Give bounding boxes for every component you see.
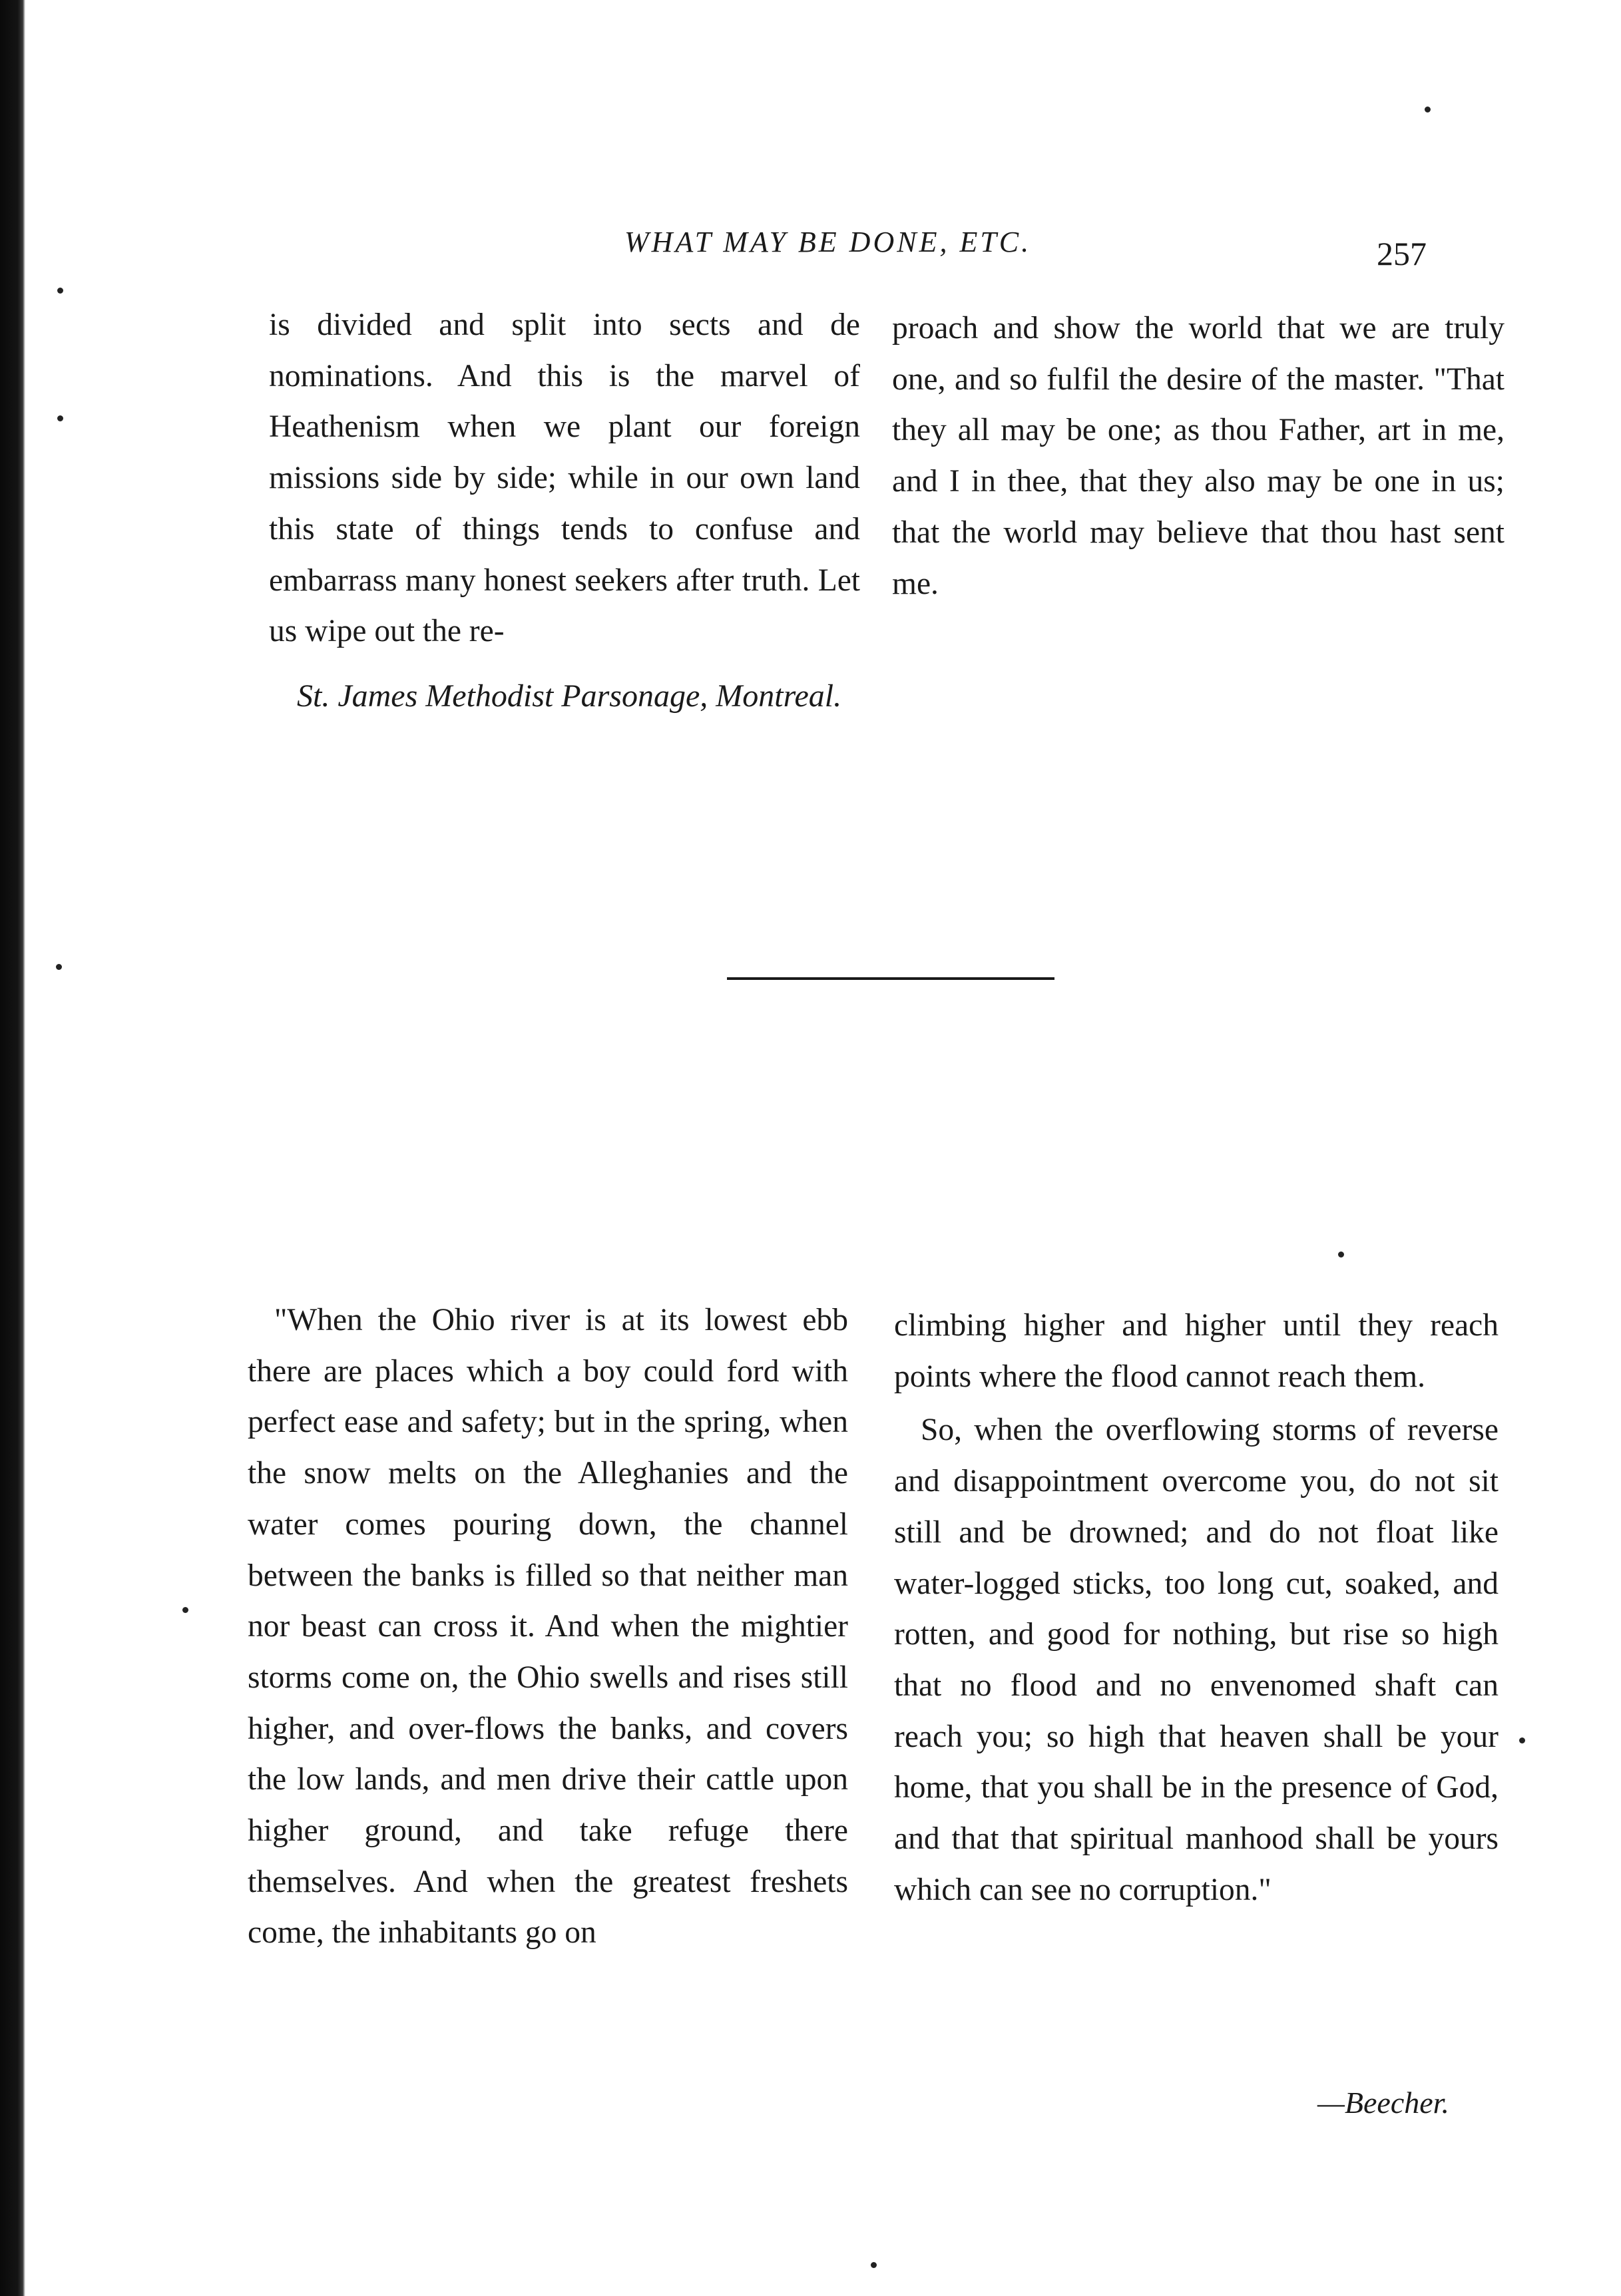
scan-speck [871,2262,877,2268]
paragraph: "When the Ohio river is at its lowest ebb there are places which a boy could ford with perfect ease and safety; but in the spring, when the snow melts on the Alleghanies and the water comes pouring down, the channel between the banks is filled so that neither man nor beast can cross it. And when the mightier storms come on, the Ohio swells and rises still higher, and over-flows the banks, and covers the low lands, and men drive their cattle upon higher ground, and take refuge there themselves. And when the greatest freshets come, the inhabitants go on [248,1303,848,1951]
scan-speck [57,415,63,421]
paragraph: proach and show the world that we are truly one, and so fulfil the desire of the master. "That they all may be one; as thou Father, art in me, and I in thee, that they also may be one in us; that the world may believe that thou hast sent me. [892,311,1505,601]
quote-attribution: —Beecher. [1317,2086,1449,2120]
scan-speck [1425,107,1431,113]
paragraph: climbing higher and higher until they reach points where the flood cannot reach them. [894,1308,1499,1394]
bottom-column-left [248,1295,848,1958]
author-signature: St. James Methodist Parsonage, Montreal. [297,678,842,714]
scan-speck [1519,1737,1525,1743]
paragraph: is divided and split into sects and de nominations. And this is the marvel of Heathenism when we plant our foreign missions side by side; while in our own land this state of things tends to confuse and embarrass many honest seekers after truth. Let us wipe out the re- [269,308,860,649]
scan-speck [57,288,63,294]
running-head: WHAT MAY BE DONE, ETC. [624,226,1032,258]
scan-speck [56,964,62,970]
section-divider [727,977,1054,980]
top-column-right [892,303,1505,609]
bottom-column-right [894,1300,1499,1915]
top-column-left [269,300,860,657]
page-binding-edge [0,0,25,2296]
page-number: 257 [1377,235,1427,272]
scan-speck [1338,1252,1344,1258]
paragraph: So, when the overflowing storms of reverse and disappointment overcome you, do not sit still and be drowned; and do not float like water-logged sticks, too long cut, soaked, and rotten, and good for nothing, but rise so high that no flood and no envenomed shaft can reach you; so high that heaven shall be your home, that you shall be in the presence of God, and that that spiritual manhood shall be yours which can see no corruption." [894,1413,1499,1907]
scan-speck [182,1607,188,1613]
